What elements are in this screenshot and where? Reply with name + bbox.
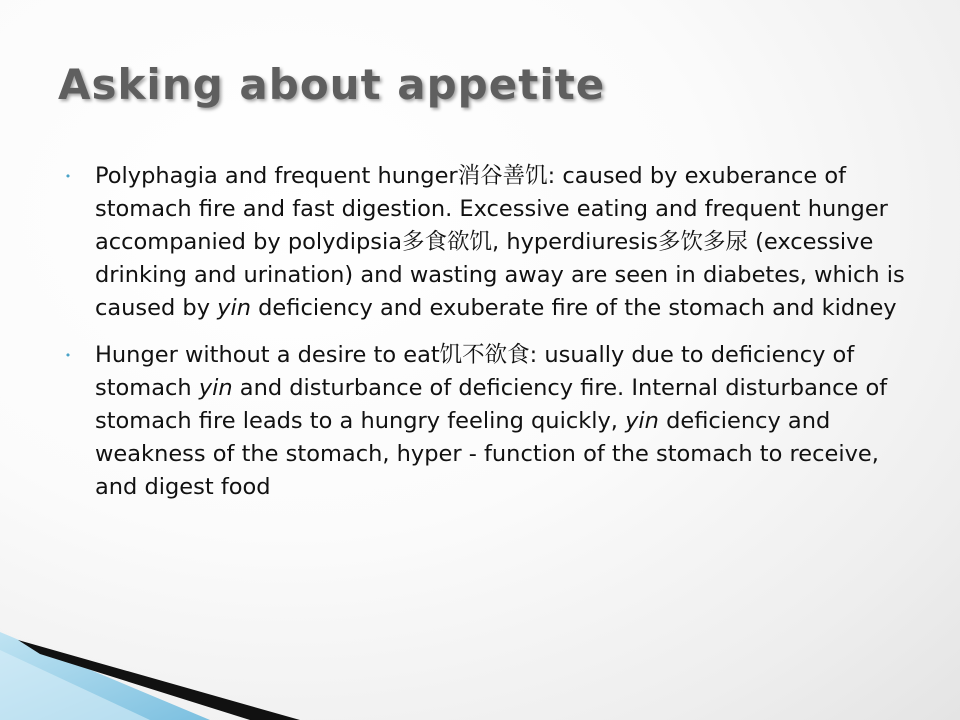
bullet-icon: • <box>64 170 72 183</box>
bullet-item <box>58 339 918 504</box>
bullet-icon: • <box>64 349 72 362</box>
text-segment: and disturbance of deficiency fire. Internal disturbance of stomach fire leads to a hungry feeling quickly, <box>95 375 888 434</box>
text-segment: deficiency and exuberate fire of the stomach and kidney <box>251 295 897 321</box>
text-segment: deficiency and weakness of the stomach, hyper - function of the stomach to receive, and digest food <box>95 408 879 500</box>
text-segment: Hunger without a desire to eat饥不欲食: usually due to deficiency of stomach <box>95 342 855 401</box>
text-segment: Polyphagia and frequent hunger消谷善饥: caused by exuberance of stomach fire and fast digestion. Excessive eating and frequent hunger accompanied by polydipsia多食欲饥, hyperdiuresis多饮多尿 (excessive drinking and urination) and wasting away are seen in diabetes, which is caused by <box>95 163 905 321</box>
italic-term: yin <box>625 408 659 434</box>
bullet-text <box>95 342 887 500</box>
bullet-text <box>95 163 905 321</box>
bullet-item <box>58 160 918 325</box>
italic-term: yin <box>217 295 251 321</box>
slide-title: Asking about appetite <box>58 60 606 109</box>
corner-decoration <box>0 620 300 720</box>
bullet-list <box>58 160 918 518</box>
italic-term: yin <box>198 375 233 401</box>
